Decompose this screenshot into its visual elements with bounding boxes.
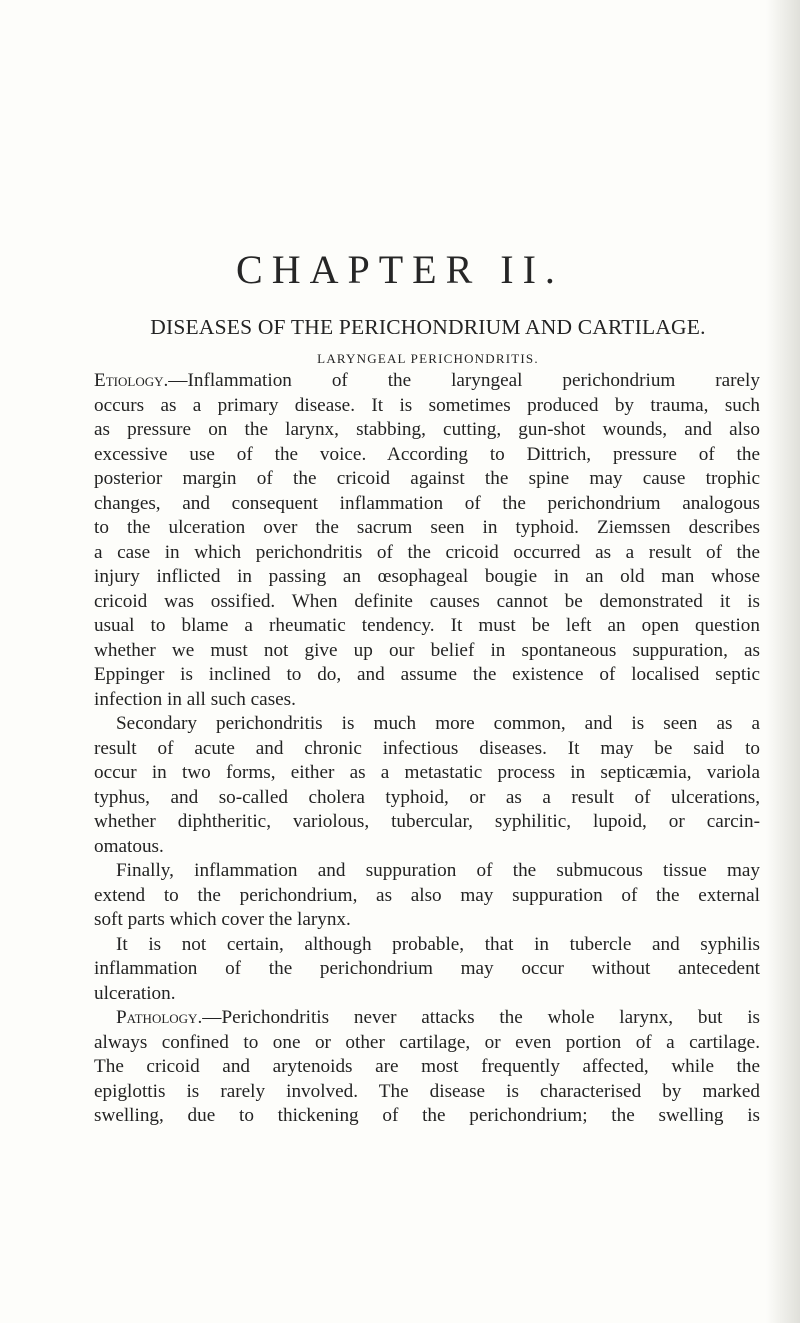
text-line: excessive use of the voice. According to Dittrich, pressure of the <box>94 443 760 465</box>
text-line: whether diphtheritic, variolous, tubercular, syphilitic, lupoid, or carcin- <box>94 811 760 832</box>
text-line: Etiology.—Inflammation of the laryngeal perichondrium rarely <box>94 370 760 391</box>
text-line: whether we must not give up our belief in spontaneous suppuration, as <box>94 639 760 661</box>
page-edge-shadow <box>766 0 800 1323</box>
text-line: omatous. <box>94 835 164 857</box>
chapter-heading: CHAPTER II. <box>236 247 564 292</box>
text-line: usual to blame a rheumatic tendency. It must be left an open question <box>94 615 760 636</box>
text-line: Eppinger is inclined to do, and assume the existence of localised septic <box>94 664 760 685</box>
text-line: Secondary perichondritis is much more common, and is seen as a <box>116 713 760 734</box>
text-line: posterior margin of the cricoid against the spine may cause trophic <box>94 468 760 489</box>
subsection-title: LARYNGEAL PERICHONDRITIS. <box>317 351 539 366</box>
text-line: injury inflicted in passing an œsophageal bougie in an old man whose <box>94 566 760 587</box>
run-in-heading: Etiology. <box>94 370 169 391</box>
run-in-heading: Pathology. <box>116 1007 203 1028</box>
text-line: Pathology.—Perichondritis never attacks the whole larynx, but is <box>116 1007 760 1028</box>
text-line: changes, and consequent inflammation of the perichondrium analogous <box>94 492 760 514</box>
text-line: always confined to one or other cartilage, or even portion of a cartilage. <box>94 1031 760 1053</box>
text-line: infection in all such cases. <box>94 688 296 710</box>
text-line: The cricoid and arytenoids are most frequently affected, while the <box>94 1056 760 1077</box>
text-line: epiglottis is rarely involved. The disease is characterised by marked <box>94 1080 760 1102</box>
text-line: to the ulceration over the sacrum seen in typhoid. Ziemssen describes <box>94 517 760 538</box>
text-line: typhus, and so-called cholera typhoid, or as a result of ulcerations, <box>94 786 760 808</box>
text-line: swelling, due to thickening of the perichondrium; the swelling is <box>94 1105 760 1126</box>
text-line: as pressure on the larynx, stabbing, cutting, gun-shot wounds, and also <box>94 419 760 440</box>
body-text <box>94 369 760 1129</box>
text-line: a case in which perichondritis of the cricoid occurred as a result of the <box>94 541 760 563</box>
text-line: It is not certain, although probable, that in tubercle and syphilis <box>116 933 760 955</box>
text-line: extend to the perichondrium, as also may suppuration of the external <box>94 884 760 906</box>
text-line: inflammation of the perichondrium may occur without antecedent <box>94 958 760 979</box>
text-line: occur in two forms, either as a metastatic process in septicæmia, variola <box>94 762 760 783</box>
text-line: soft parts which cover the larynx. <box>94 909 351 930</box>
text-line: cricoid was ossified. When definite causes cannot be demonstrated it is <box>94 590 760 612</box>
text-line: ulceration. <box>94 982 176 1004</box>
text-line: occurs as a primary disease. It is sometimes produced by trauma, such <box>94 394 760 416</box>
text-line: result of acute and chronic infectious diseases. It may be said to <box>94 737 760 759</box>
text-line: Finally, inflammation and suppuration of the submucous tissue may <box>116 860 760 881</box>
section-title: DISEASES OF THE PERICHONDRIUM AND CARTILAGE. <box>150 315 706 339</box>
